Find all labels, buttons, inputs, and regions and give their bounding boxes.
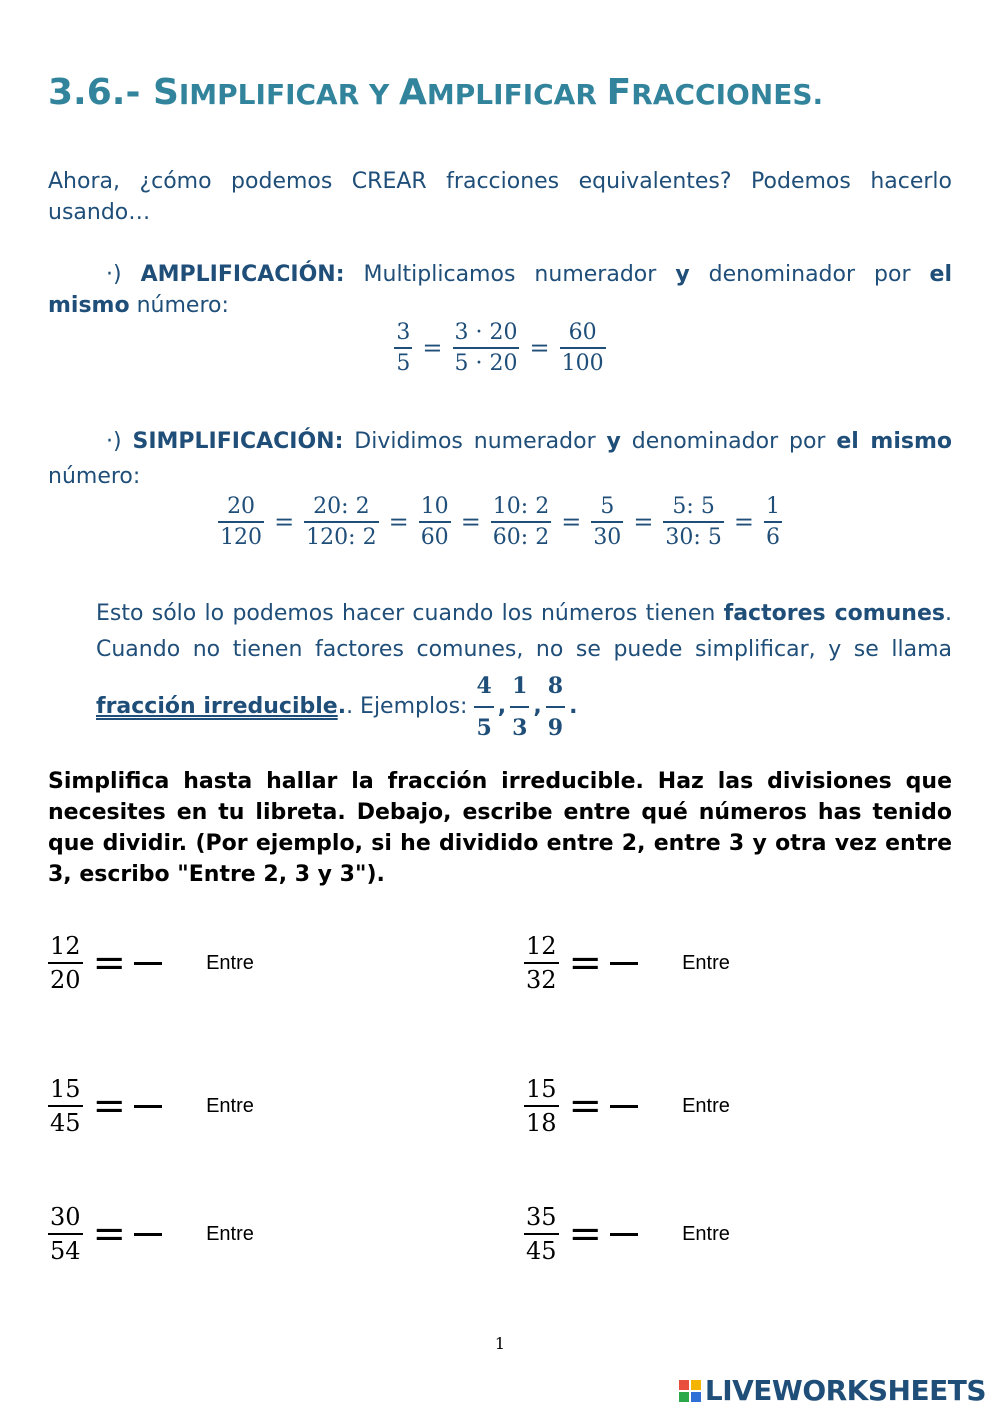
page-title: 3.6.- SIMPLIFICAR Y AMPLIFICAR FRACCIONES. xyxy=(48,72,824,113)
amplificacion-equation: $\frac{3}{5}$ = $\frac{3 \cdot 20}{5 \cdot 20}$ = $\frac{60}{100}$ xyxy=(396,320,604,376)
fraction: $\frac{5: 5}{30: 5}$ xyxy=(665,494,722,550)
page-number: 1 xyxy=(494,1334,506,1353)
answer-fraction-blank[interactable] xyxy=(610,1233,638,1236)
fraction: $\frac{8}{9}$ xyxy=(547,673,564,741)
fraction: $\frac{3 \cdot 20}{5 \cdot 20}$ xyxy=(454,320,518,376)
fraction: $\frac{4}{5}$ xyxy=(476,673,492,741)
entre-label: Entre xyxy=(682,1222,730,1245)
exercise-1: $\frac{12}{20}$ = Entre xyxy=(50,932,254,994)
simplificacion-equation: $\frac{20}{120}$ = $\frac{20: 2}{120: 2}$ = $\frac{10}{60}$ = $\frac{10: 2}{60: 2}$ = $\frac{5}{30}$ = $\frac{5: 5}{30: 5}$ = $\frac{1}{6}$ xyxy=(220,494,780,550)
exercise-instructions: Simplifica hasta hallar la fracción irreducible. Haz las divisiones que necesites en tu libreta. Debajo, escribe entre qué números has tenido que dividir. (Por ejemplo, si he dividido entre 2, entre 3 y otra vez entre 3, escribo "Entre 2, 3 y 3"). xyxy=(48,769,952,887)
irreducible-term: fracción irreducible xyxy=(96,694,338,719)
logo-letter-i xyxy=(691,1380,701,1390)
fraction: $\frac{30}{54}$ xyxy=(50,1203,81,1265)
answer-fraction-blank[interactable] xyxy=(610,962,638,965)
entre-label: Entre xyxy=(206,1222,254,1245)
simplificacion-paragraph: ·) SIMPLIFICACIÓN: Dividimos numerador y denominador por el mismo número: xyxy=(48,429,952,489)
entre-label: Entre xyxy=(206,951,254,974)
logo-letter-v xyxy=(679,1392,689,1402)
simplificacion-label: SIMPLIFICACIÓN: xyxy=(132,429,344,454)
fraction: $\frac{10: 2}{60: 2}$ xyxy=(492,494,550,550)
answer-fraction-blank[interactable] xyxy=(610,1105,638,1108)
exercise-2: $\frac{12}{32}$ = Entre xyxy=(526,932,730,994)
intro-paragraph: Ahora, ¿cómo podemos CREAR fracciones equivalentes? Podemos hacerlo usando… xyxy=(48,169,952,225)
exercise-3: $\frac{15}{45}$ = Entre xyxy=(50,1075,254,1137)
entre-label: Entre xyxy=(682,1094,730,1117)
fraction: $\frac{35}{45}$ xyxy=(526,1203,557,1265)
fraction: $\frac{10}{60}$ xyxy=(420,494,449,550)
entre-label: Entre xyxy=(682,951,730,974)
answer-fraction-blank[interactable] xyxy=(134,962,162,965)
logo-grid-icon xyxy=(679,1380,701,1402)
fraction: $\frac{1}{6}$ xyxy=(765,494,780,550)
fraction: $\frac{15}{18}$ xyxy=(526,1075,557,1137)
fraction: $\frac{5}{30}$ xyxy=(593,494,622,550)
fraction: $\frac{12}{32}$ xyxy=(526,932,557,994)
entre-label: Entre xyxy=(206,1094,254,1117)
answer-fraction-blank[interactable] xyxy=(134,1105,162,1108)
fraction: $\frac{3}{5}$ xyxy=(396,320,411,376)
liveworksheets-logo xyxy=(679,1374,986,1407)
irreducible-note: Esto sólo lo podemos hacer cuando los números tienen factores comunes. Cuando no tienen factores comunes, no se puede simplificar, y se llama fracción irreducible.. Ejemplos: $\frac{4}{5}$ , $\frac{1}{3}$ , $\frac{8}{9}$ . xyxy=(96,596,952,746)
logo-letter-l xyxy=(679,1380,689,1390)
amplificacion-paragraph: ·) AMPLIFICACIÓN: Multiplicamos numerador y denominador por el mismo número: xyxy=(48,262,952,318)
exercise-4: $\frac{15}{18}$ = Entre xyxy=(526,1075,730,1137)
amplificacion-label: AMPLIFICACIÓN: xyxy=(140,262,345,287)
exercise-6: $\frac{35}{45}$ = Entre xyxy=(526,1203,730,1265)
fraction: $\frac{20}{120}$ xyxy=(220,494,263,550)
fraction: $\frac{15}{45}$ xyxy=(50,1075,81,1137)
irreducible-examples: $\frac{4}{5}$ , $\frac{1}{3}$ , $\frac{8}{9}$ . xyxy=(474,668,577,746)
brand-name: LIVEWORKSHEETS xyxy=(704,1374,986,1407)
fraction: $\frac{60}{100}$ xyxy=(561,320,604,376)
fraction: $\frac{12}{20}$ xyxy=(50,932,81,994)
fraction: $\frac{1}{3}$ xyxy=(512,673,528,741)
fraction: $\frac{20: 2}{120: 2}$ xyxy=(306,494,377,550)
exercise-5: $\frac{30}{54}$ = Entre xyxy=(50,1203,254,1265)
answer-fraction-blank[interactable] xyxy=(134,1233,162,1236)
logo-letter-e xyxy=(691,1392,701,1402)
